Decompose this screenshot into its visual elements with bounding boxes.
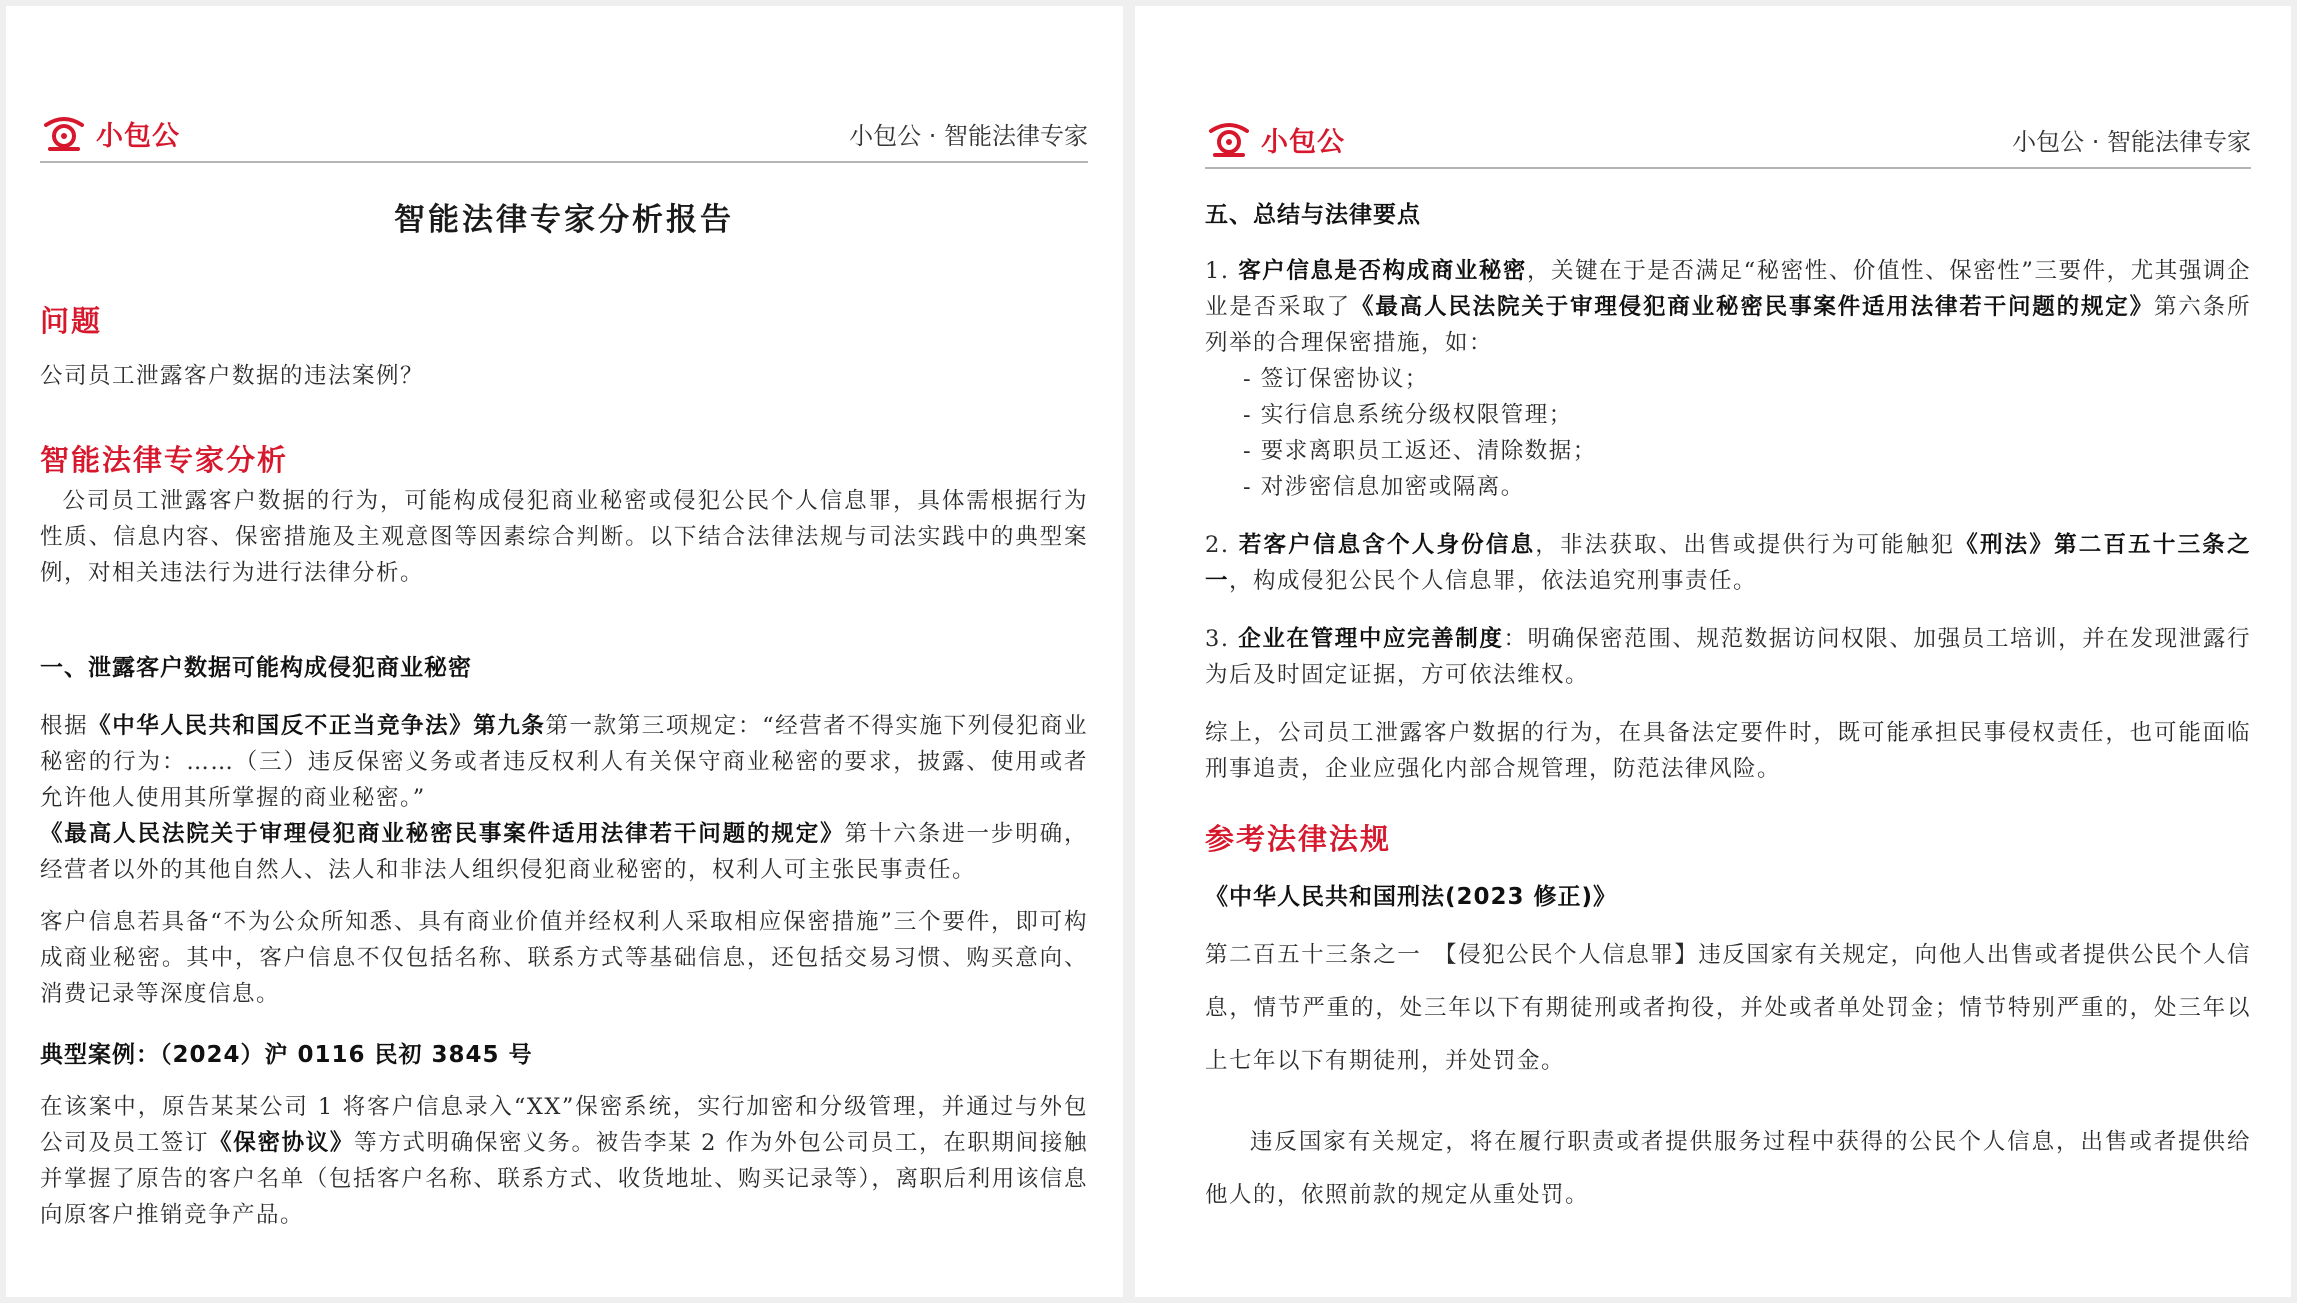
logo-icon xyxy=(1205,121,1253,159)
brand-logo xyxy=(1205,120,1345,159)
page-header xyxy=(40,114,1088,163)
point-number: 2. xyxy=(1205,532,1230,558)
text-span: 第十六条进一步明确，经营者以外的其他自然人、法人和非法人组织侵犯商业秘密的，权利人可主张民事责任。 xyxy=(40,821,1088,883)
text-span: ：明确保密范围、规范数据访问权限、加强员工培训，并在发现泄露行为后及时固定证据，方可依法维权。 xyxy=(1205,626,2251,688)
question-text: 公司员工泄露客户数据的违法案例？ xyxy=(40,363,425,389)
report-page-1 xyxy=(6,6,1123,1297)
list-item: - 签订保密协议； xyxy=(1243,361,2251,397)
summary-point-2 xyxy=(1205,527,2251,599)
analysis-heading: 智能法律专家分析 xyxy=(40,443,289,477)
page-fade xyxy=(6,1253,1123,1297)
law-title: 《中华人民共和国刑法(2023 修正)》 xyxy=(1205,884,1618,910)
law-reference: 《最高人民法院关于审理侵犯商业秘密民事案件适用法律若干问题的规定》 xyxy=(1351,294,2154,320)
law-reference: 《中华人民共和国反不正当竞争法》第九条 xyxy=(88,713,546,739)
brand-name: 小包公 xyxy=(96,121,180,152)
references-heading: 参考法律法规 xyxy=(1205,822,1392,856)
text-span: ，非法获取、出售或提供行为可能触犯 xyxy=(1535,532,1956,558)
text-span: 根据 xyxy=(40,713,89,739)
brand-logo xyxy=(40,114,180,153)
case-heading: 典型案例：（2024）沪 0116 民初 3845 号 xyxy=(40,1042,533,1068)
list-item: - 要求离职员工返还、清除数据； xyxy=(1243,433,2251,469)
list-item: - 实行信息系统分级权限管理； xyxy=(1243,397,2251,433)
summary-point-1 xyxy=(1205,253,2251,361)
section-1-heading: 一、泄露客户数据可能构成侵犯商业秘密 xyxy=(40,655,472,681)
summary-point-3 xyxy=(1205,621,2251,693)
header-tagline: 小包公 · 智能法律专家 xyxy=(849,122,1088,150)
measures-list xyxy=(1243,361,2251,505)
point-number: 3. xyxy=(1205,626,1230,652)
list-item: - 对涉密信息加密或隔离。 xyxy=(1243,469,2251,505)
point-keyword: 若客户信息含个人身份信息 xyxy=(1238,532,1536,558)
question-heading: 问题 xyxy=(40,304,103,338)
text-span: 第一款第三项规定：“经营者不得实施下列侵犯商业秘密的行为：……（三）违反保密义务或者违反权利人有关保守商业秘密的要求，披露、使用或者允许他人使用其所掌握的商业秘密。” xyxy=(40,713,1088,811)
report-title: 智能法律专家分析报告 xyxy=(394,202,734,238)
report-page-2 xyxy=(1135,6,2291,1297)
law-reference: 《最高人民法院关于审理侵犯商业秘密民事案件适用法律若干问题的规定》 xyxy=(40,821,845,847)
text-span: ，构成侵犯公民个人信息罪，依法追究刑事责任。 xyxy=(1229,568,1758,594)
page-header xyxy=(1205,120,2251,169)
law-article-paragraph: 第二百五十三条之一 【侵犯公民个人信息罪】违反国家有关规定，向他人出售或者提供公民个人信息，情节严重的，处三年以下有期徒刑或者拘役，并处或者单处罚金；情节特别严重的，处三年以上七年以下有期徒刑，并处罚金。 xyxy=(1205,942,2251,1074)
paragraph-case xyxy=(40,1089,1088,1233)
text-span: ，关键在于是否满足“秘密性、价值性、保密性”三要件，尤其强调企业是否采取了 xyxy=(1205,258,2251,320)
logo-icon xyxy=(40,115,88,153)
text-span: 等方式明确保密义务。被告李某 2 作为外包公司员工，在职期间接触并掌握了原告的客户名单（包括客户名称、联系方式、收货地址、购买记录等），离职后利用该信息向原客户推销竞争产品。 xyxy=(40,1130,1088,1228)
law-reference: 《保密协议》 xyxy=(209,1130,355,1156)
page-content xyxy=(40,184,1088,1233)
law-reference: 《刑法》第二百五十三条之一 xyxy=(1205,532,2251,594)
law-article-paragraph-2: 违反国家有关规定，将在履行职责或者提供服务过程中获得的公民个人信息，出售或者提供给他人的，依照前款的规定从重处罚。 xyxy=(1205,1129,2251,1208)
point-keyword: 客户信息是否构成商业秘密 xyxy=(1238,258,1527,284)
paragraph-law-citation xyxy=(40,708,1088,888)
point-number: 1. xyxy=(1205,258,1230,284)
text-span: 在该案中，原告某某公司 1 将客户信息录入“XX”保密系统，实行加密和分级管理，并通过与外包公司及员工签订 xyxy=(40,1094,1088,1156)
page-content xyxy=(1205,196,2251,1222)
analysis-intro: 公司员工泄露客户数据的行为，可能构成侵犯商业秘密或侵犯公民个人信息罪，具体需根据行为性质、信息内容、保密措施及主观意图等因素综合判断。以下结合法律法规与司法实践中的典型案例，对相关违法行为进行法律分析。 xyxy=(40,488,1088,586)
header-tagline: 小包公 · 智能法律专家 xyxy=(2012,128,2251,156)
text-span: 第六条所列举的合理保密措施，如： xyxy=(1205,294,2251,356)
section-5-heading: 五、总结与法律要点 xyxy=(1205,202,1421,228)
summary-paragraph: 综上，公司员工泄露客户数据的行为，在具备法定要件时，既可能承担民事侵权责任，也可能面临刑事追责，企业应强化内部合规管理，防范法律风险。 xyxy=(1205,720,2251,782)
point-keyword: 企业在管理中应完善制度 xyxy=(1238,626,1504,652)
paragraph-trade-secret: 客户信息若具备“不为公众所知悉、具有商业价值并经权利人采取相应保密措施”三个要件，即可构成商业秘密。其中，客户信息不仅包括名称、联系方式等基础信息，还包括交易习惯、购买意向、消费记录等深度信息。 xyxy=(40,909,1088,1007)
brand-name: 小包公 xyxy=(1261,127,1345,158)
